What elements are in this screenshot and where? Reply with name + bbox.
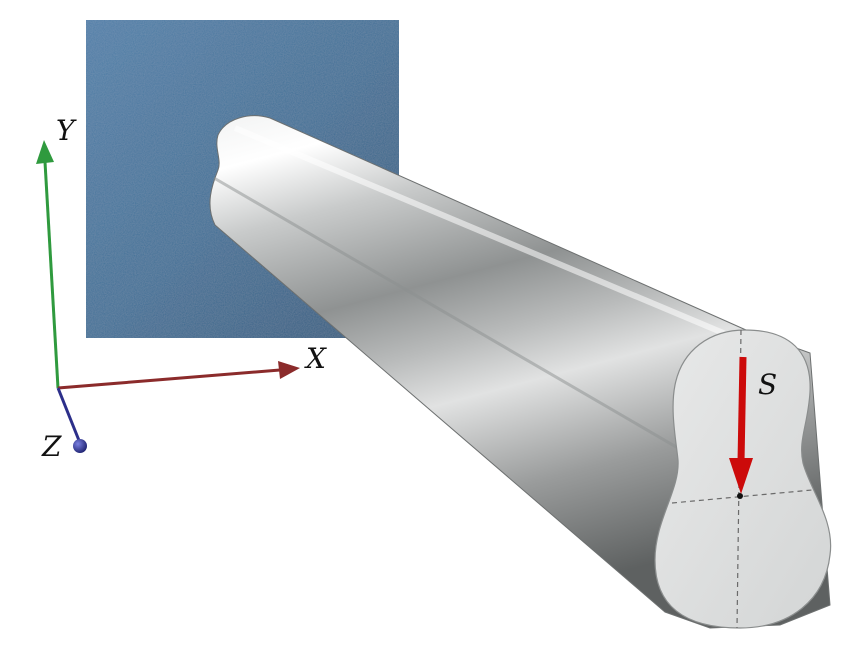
z-axis-endpoint [73,439,87,453]
z-axis-label: Z [42,430,62,463]
x-axis-arrowhead [278,361,300,379]
load-label: S [758,368,778,401]
load-point [737,493,743,499]
x-axis [58,370,280,388]
y-axis-arrowhead [36,140,54,164]
x-axis-label: X [306,342,326,375]
y-axis [45,162,58,388]
y-axis-label: Y [56,114,75,147]
